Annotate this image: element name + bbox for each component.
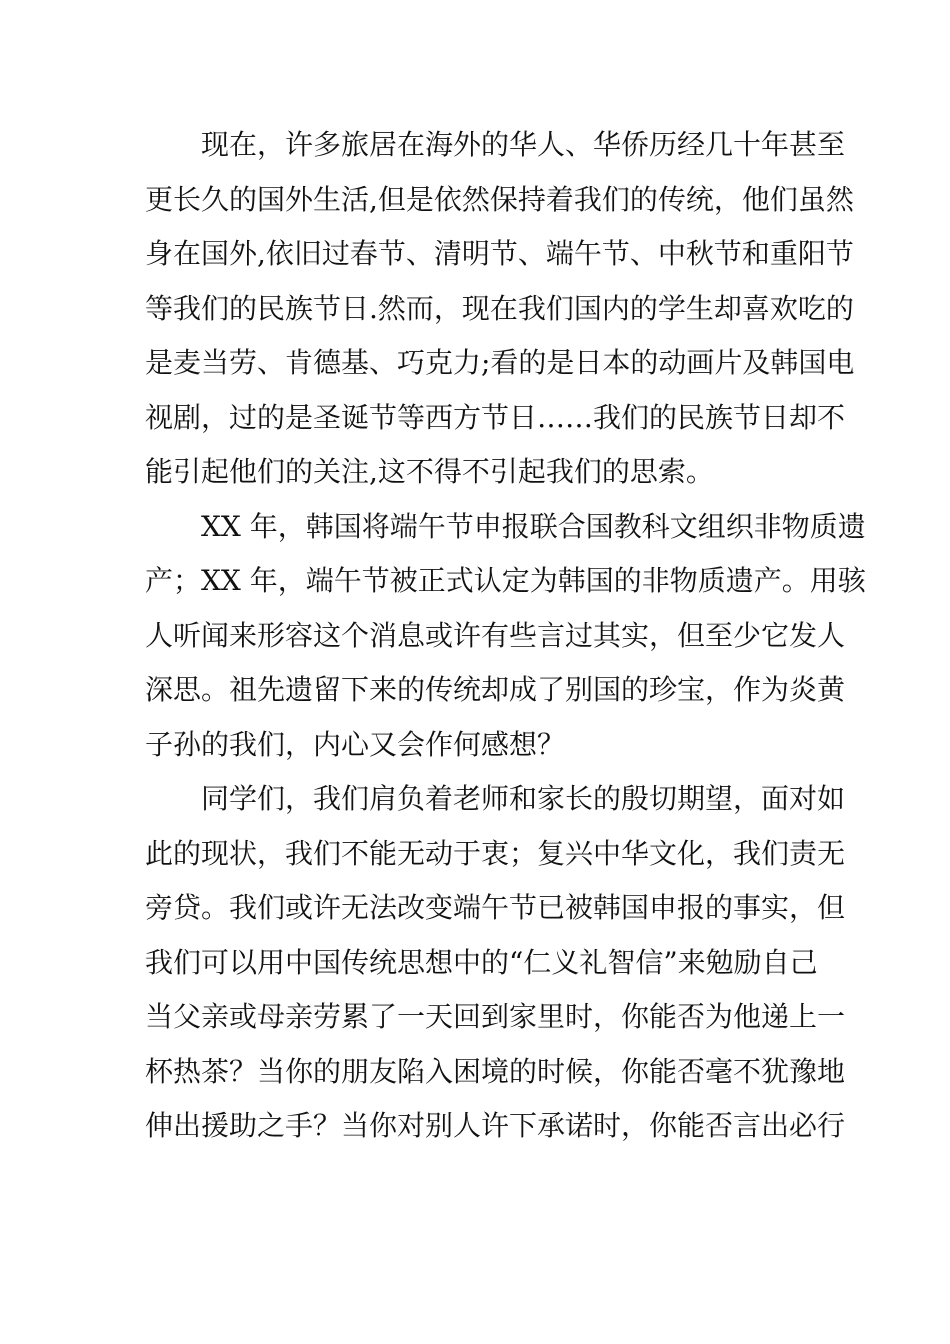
text-line: 伸出援助之手？当你对别人许下承诺时，你能否言出必行 [145, 1109, 846, 1142]
text-line: 身在国外,依旧过春节、清明节、端午节、中秋节和重阳节 [145, 237, 854, 270]
text-line: XX 年，韩国将端午节申报联合国教科文组织非物质遗 [201, 509, 866, 543]
text-line: 等我们的民族节日.然而，现在我们国内的学生却喜欢吃的 [145, 291, 854, 325]
paragraph-3 [145, 772, 846, 1154]
text-line: 深思。祖先遗留下来的传统却成了别国的珍宝，作为炎黄 [145, 673, 846, 706]
text-line: 更长久的国外生活,但是依然保持着我们的传统，他们虽然 [145, 182, 854, 216]
text-line: 能引起他们的关注,这不得不引起我们的思索。 [145, 455, 714, 488]
text-line: 产；XX 年，端午节被正式认定为韩国的非物质遗产。用骇 [145, 564, 866, 597]
text-line: 同学们，我们肩负着老师和家长的殷切期望，面对如 [201, 782, 846, 815]
paragraph-1 [145, 118, 855, 500]
text-line: 旁贷。我们或许无法改变端午节已被韩国申报的事实，但 [145, 891, 846, 924]
document-body [145, 118, 866, 1154]
text-line: 我们可以用中国传统思想中的“仁义礼智信”来勉励自己 [145, 945, 818, 979]
text-line: 此的现状，我们不能无动于衷；复兴中华文化，我们责无 [145, 836, 846, 870]
text-line: 杯热茶？当你的朋友陷入困境的时候，你能否毫不犹豫地 [145, 1054, 846, 1088]
text-line: 人听闻来形容这个消息或许有些言过其实，但至少它发人 [145, 618, 846, 652]
text-line: 子孙的我们，内心又会作何感想？ [145, 727, 566, 761]
paragraph-2 [145, 500, 866, 773]
text-line: 现在，许多旅居在海外的华人、华侨历经几十年甚至 [201, 128, 846, 161]
text-line: 视剧，过的是圣诞节等西方节日……我们的民族节日却不 [145, 400, 846, 434]
text-line: 当父亲或母亲劳累了一天回到家里时，你能否为他递上一 [145, 1000, 846, 1033]
text-line: 是麦当劳、肯德基、巧克力;看的是日本的动画片及韩国电 [145, 346, 855, 379]
